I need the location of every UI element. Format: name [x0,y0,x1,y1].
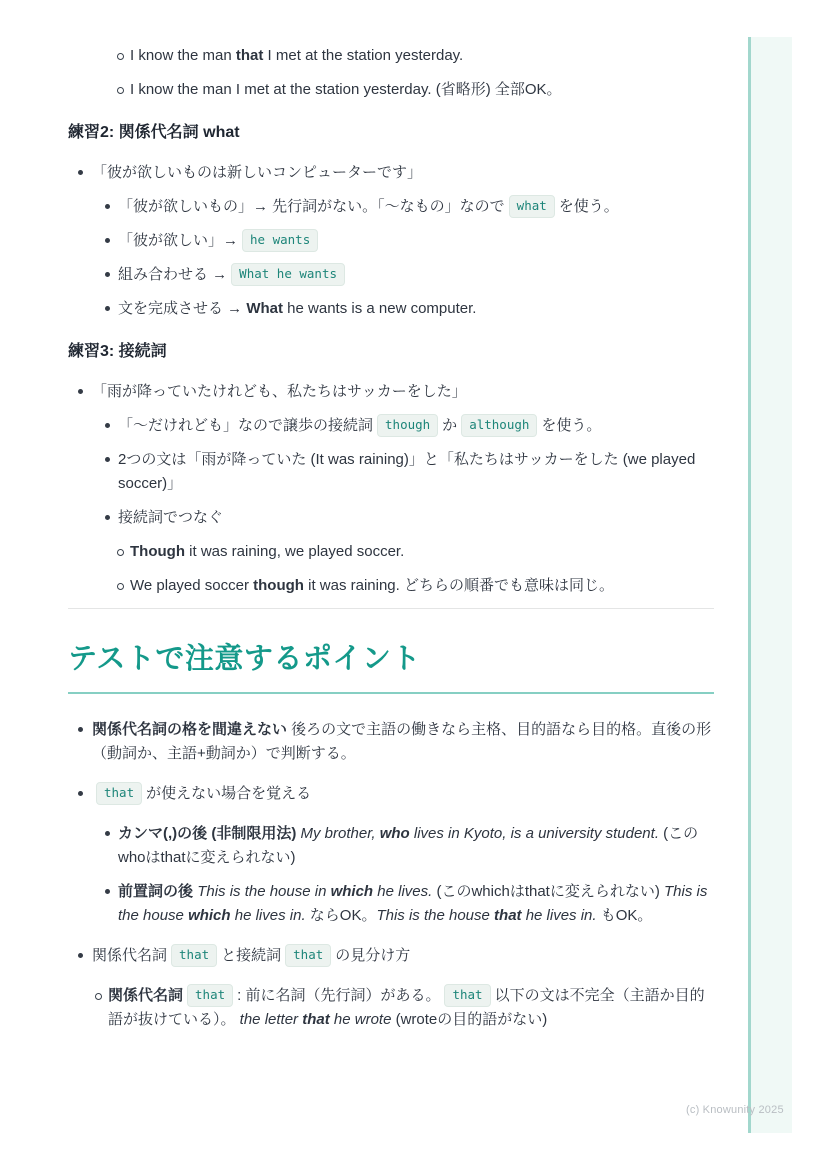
bold-italic-text: that [302,1011,330,1028]
text-run: 文を完成させる → [118,300,247,317]
bold-text: that [235,47,264,64]
list-item [68,574,714,598]
bullet-disc-icon [105,457,110,462]
inline-code-badge: that [96,782,142,805]
bold-italic-text: which [188,907,231,924]
copyright-watermark: (c) Knowunity 2025 [686,1104,784,1116]
text-run: I met at the station yesterday. [263,47,464,64]
list-item [68,161,714,185]
bullet-disc-icon [105,423,110,428]
list-item [68,229,714,253]
bullet-disc-icon [78,791,83,796]
text-run: (wroteの目的語がない) [391,1011,548,1028]
text-run: を使う。 [558,198,619,215]
text-run: I know the man I met at the station yesterday. (省略形) 全部OK。 [130,81,562,98]
bold-italic-text: which [330,883,374,900]
bold-text: 前置詞の後 [118,883,194,900]
list-item [68,782,714,806]
text-run: 組み合わせる → [118,266,228,283]
bullet-disc-icon [78,727,83,732]
italic-text: lives in Kyoto, is a university student. [409,825,659,842]
text-run: 「彼が欲しい」→ [118,232,239,249]
bold-text: カンマ(,)の後 (非制限用法) [118,825,297,842]
bullet-disc-icon [78,953,83,958]
section-divider [68,608,714,609]
italic-text: he lives in. [230,907,306,924]
text-run: (このwhoはthatに変えられない) [118,825,699,866]
inline-code-badge: that [187,984,233,1007]
list-item [68,944,714,968]
text-run: が使えない場合を覚える [146,785,312,802]
text-run: 以下の文は不完全（主語か目的語が抜けている）。 [108,987,705,1028]
list-item [68,297,714,321]
italic-text: he wrote [329,1011,392,1028]
list-item [68,380,714,404]
bold-italic-text: who [379,825,410,842]
list-block [68,44,714,102]
list-item [68,822,714,870]
bold-text: 関係代名詞 [108,987,184,1004]
subheading: 練習2: 関係代名詞 what [68,124,240,141]
bullet-circle-icon [95,993,102,1000]
italic-text: he lives in. [521,907,597,924]
text-run: 「彼が欲しいものは新しいコンピューターです」 [92,164,423,181]
bold-text: 関係代名詞の格を間違えない [92,721,288,738]
italic-text: the letter [239,1011,303,1028]
text-run: と接続詞 [221,947,282,964]
list-item [68,880,714,928]
bullet-circle-icon [117,583,124,590]
italic-text: This is the house [118,883,708,924]
bold-text: What [246,300,284,317]
list-item [68,195,714,219]
text-run: 「〜だけれども」なので譲歩の接続詞 [118,417,374,434]
text-run: I know the man [130,47,236,64]
text-run: 関係代名詞 [92,947,168,964]
text-run: の見分け方 [335,947,411,964]
bullet-disc-icon [105,272,110,277]
list-item [68,984,714,1032]
inline-code-badge: that [285,944,331,967]
text-run: 接続詞でつなぐ [118,509,224,526]
text-run: 「雨が降っていたけれども、私たちはサッカーをした」 [92,383,467,400]
inline-code-badge: though [377,414,438,437]
page-edge-band [748,37,792,1133]
text-run: (このwhichはthatに変えられない) [432,883,665,900]
bullet-disc-icon [105,204,110,209]
bullet-disc-icon [105,306,110,311]
text-run: もOK。 [596,907,653,924]
section-heading-block [68,639,714,694]
list-block [68,718,714,1032]
italic-text: This is the house [376,907,495,924]
content-column [68,44,714,1042]
list-item [68,718,714,766]
bullet-disc-icon [105,831,110,836]
text-run: を使う。 [541,417,602,434]
inline-code-badge: although [461,414,537,437]
bullet-disc-icon [105,238,110,243]
italic-text: My brother, [300,825,380,842]
text-run: 「彼が欲しいもの」→ 先行詞がない。「〜なもの」なので [118,198,505,215]
text-run: 2つの文は「雨が降っていた (It was raining)」と「私たちはサッカーをした (we played soccer)」 [118,451,696,492]
text-run: ならOK。 [305,907,377,924]
inline-code-badge: that [171,944,217,967]
text-run: か [442,417,458,434]
text-run: We played soccer [130,577,254,594]
bullet-disc-icon [105,515,110,520]
inline-code-badge: what [509,195,555,218]
bullet-circle-icon [117,87,124,94]
text-run: it was raining, we played soccer. [184,543,405,560]
list-item [68,414,714,438]
bullet-circle-icon [117,53,124,60]
bullet-disc-icon [78,389,83,394]
list-item [68,448,714,496]
text-run: it was raining. どちらの順番でも意味は同じ。 [303,577,614,594]
bullet-disc-icon [78,170,83,175]
list-item [68,263,714,287]
text-run: 後ろの文で主語の働きなら主格、目的語なら目的格。直後の形（動詞か、主語+動詞か）で判断する。 [92,721,712,762]
inline-code-badge: he wants [242,229,318,252]
inline-code-badge: that [444,984,490,1007]
bold-italic-text: that [494,907,522,924]
section-heading: テストで注意するポイント [68,643,421,675]
bold-text: though [253,577,304,594]
text-run: : 前に名詞（先行詞）がある。 [237,987,441,1004]
bullet-circle-icon [117,549,124,556]
italic-text: This is the house in [197,883,331,900]
text-run: he wants is a new computer. [283,300,477,317]
list-item [68,540,714,564]
subheading: 練習3: 接続詞 [68,343,167,360]
list-block [68,161,714,321]
bold-text: Though [130,543,185,560]
inline-code-badge: What he wants [231,263,345,286]
list-block [68,380,714,598]
list-item [68,78,714,102]
italic-text: he lives. [373,883,433,900]
bullet-disc-icon [105,889,110,894]
list-item [68,44,714,68]
list-item [68,506,714,530]
